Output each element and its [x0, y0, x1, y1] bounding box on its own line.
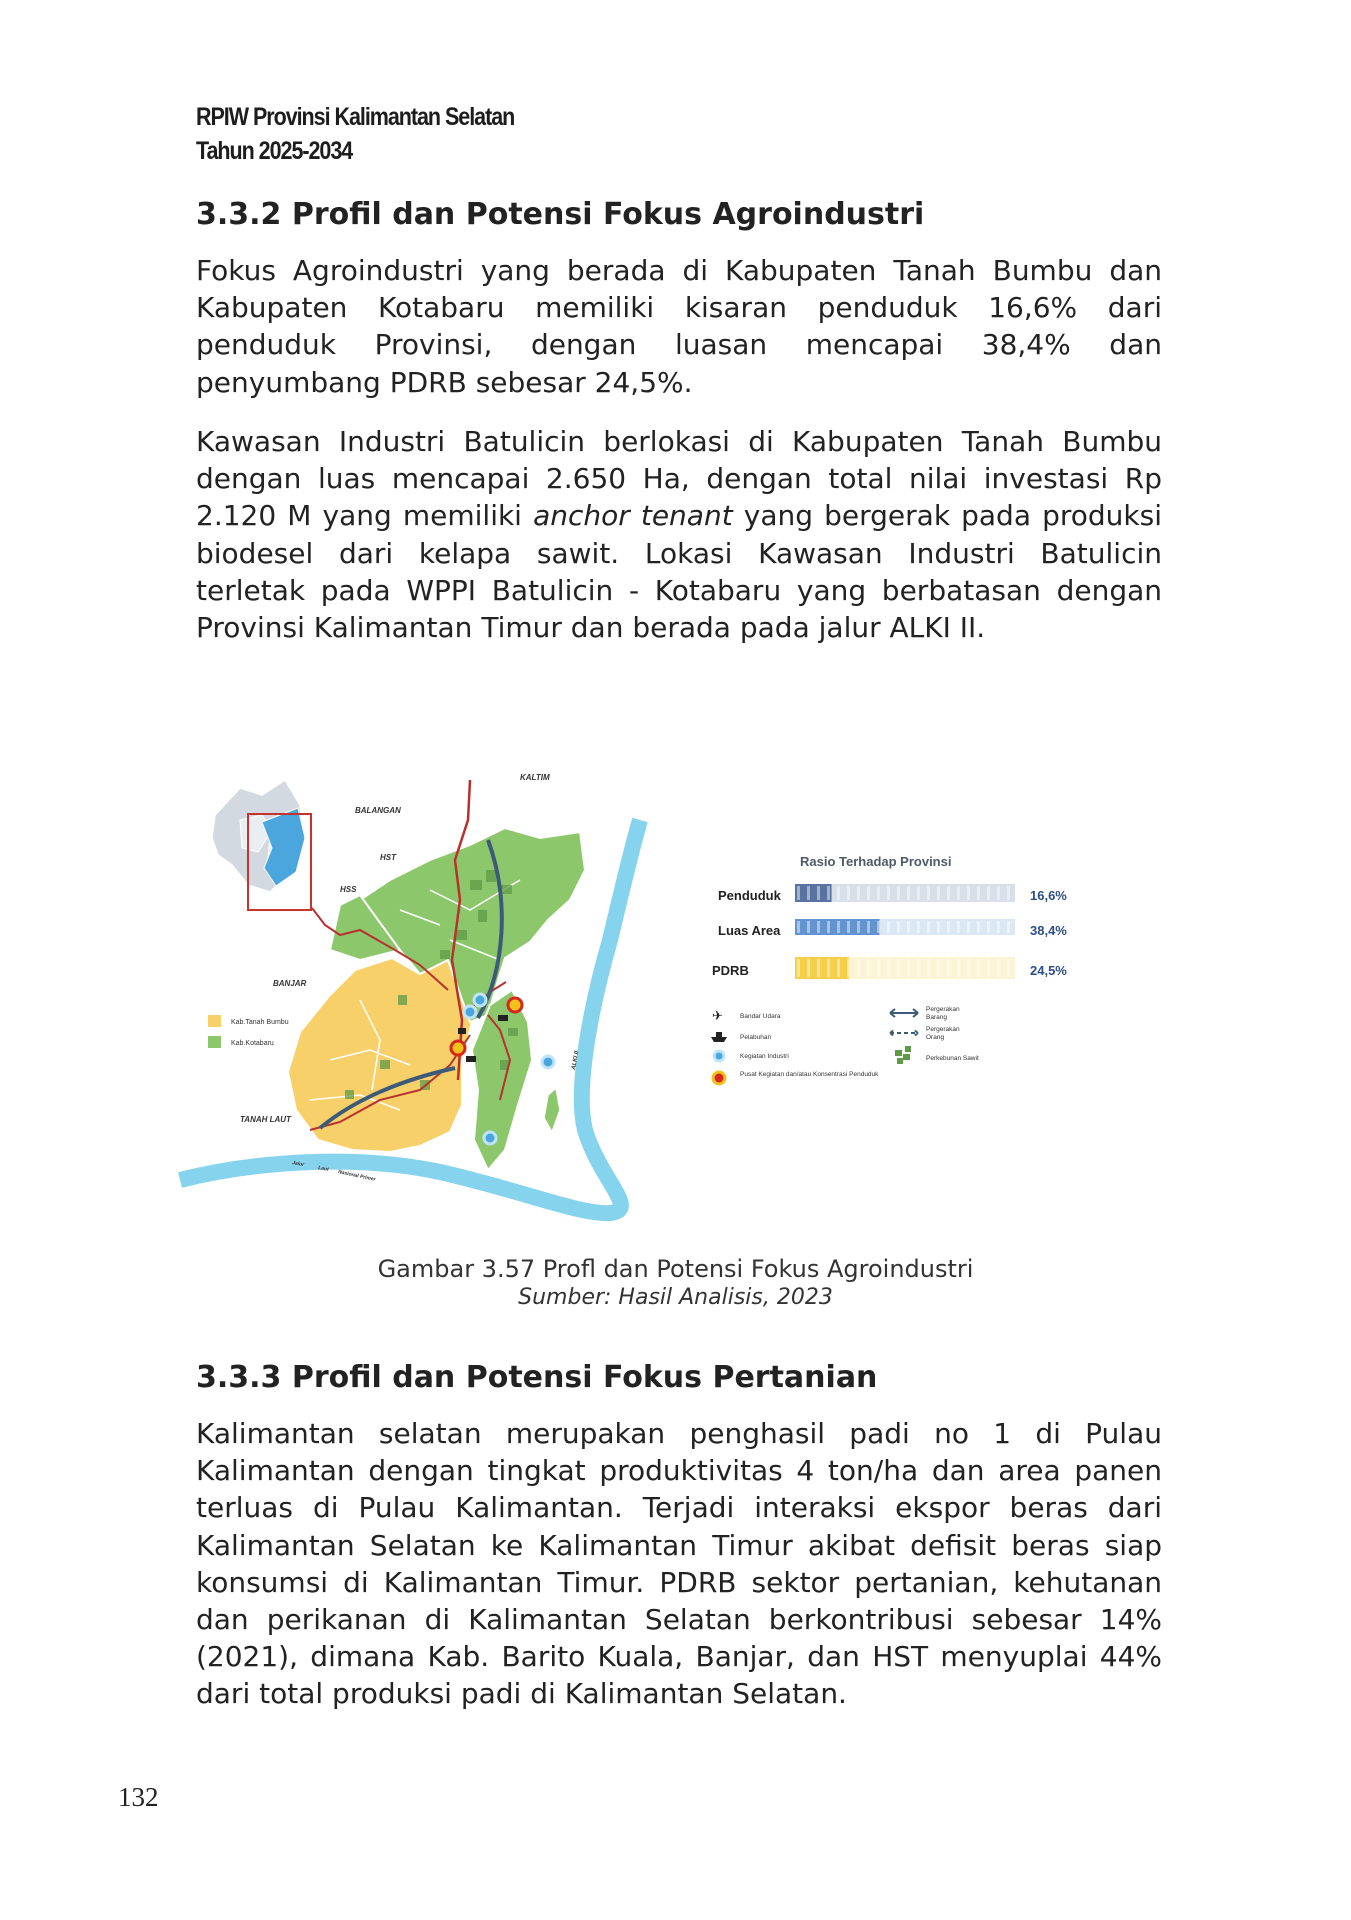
legend-label-tanah-bumbu: Kab.Tanah Bumbu	[231, 1019, 289, 1026]
ratio-bar-pattern	[827, 921, 830, 933]
section-heading-pertanian: 3.3.3 Profil dan Potensi Fokus Pertanian	[196, 1360, 878, 1395]
ratio-bar-pattern	[877, 959, 880, 977]
ratio-bar-pattern	[927, 959, 930, 977]
ratio-bar-pattern	[977, 921, 980, 933]
ratio-bar-pattern	[877, 921, 880, 933]
symbol-legend	[711, 1006, 986, 1093]
legend-label-pergerakan-barang-wrap	[926, 1006, 986, 1024]
ratio-bar-pattern	[967, 921, 970, 933]
map-label-hss: HSS	[340, 885, 357, 894]
ratio-bar-pattern	[967, 886, 970, 900]
legend-label-bandar-udara: Bandar Udara	[740, 1013, 781, 1020]
airplane-icon: ✈	[712, 1008, 723, 1023]
paragraph-pertanian: Kalimantan selatan merupakan penghasil padi no 1 di Pulau Kalimantan dengan tingkat produktivitas 4 ton/ha dan area panen terluas di Pulau Kalimantan. Terjadi interaksi ekspor beras dari Kalimantan Selatan ke Kalimantan Timur akibat defisit beras siap konsumsi di Kalimantan Timur. PDRB sektor pertanian, kehutanan dan perikanan di Kalimantan Selatan berkontribusi sebesar 14% (2021), dimana Kab. Barito Kuala, Banjar, dan HST menyuplai 44% dari total produksi padi di Kalimantan Selatan.	[196, 1417, 1162, 1711]
map-label-tanah-laut: TANAH LAUT	[240, 1115, 291, 1124]
running-header-title: RPIW Provinsi Kalimantan Selatan	[196, 103, 515, 131]
ratio-bar-pattern	[977, 886, 980, 900]
ratio-bar-pattern	[797, 886, 800, 900]
province-inset-map	[212, 780, 311, 910]
ratio-bar-pattern	[847, 886, 850, 900]
ratio-bar-pattern	[937, 886, 940, 900]
ratio-bar-pattern	[827, 959, 830, 977]
ratio-bar-pattern	[837, 886, 840, 900]
industry-dot-icon	[714, 1051, 724, 1061]
ratio-bar-pattern	[907, 959, 910, 977]
legend-label-pelabuhan: Pelabuhan	[740, 1034, 772, 1041]
ratio-bar-pattern	[847, 921, 850, 933]
palm-plantation-icon	[895, 1046, 911, 1064]
map-label-sea-laut: Laut	[317, 1165, 330, 1173]
ratio-bar-pattern	[947, 886, 950, 900]
ratio-bar-pattern	[927, 921, 930, 933]
ratio-bar-pattern	[987, 921, 990, 933]
ratio-title: Rasio Terhadap Provinsi	[800, 854, 952, 869]
ratio-bar-pattern	[827, 886, 830, 900]
population-center-icon	[713, 1072, 725, 1084]
ratio-bar-pattern	[1007, 959, 1010, 977]
ratio-bar-pattern	[857, 921, 860, 933]
ratio-bar-pattern	[867, 886, 870, 900]
ratio-bar-pattern	[887, 921, 890, 933]
ratio-bar-pattern	[997, 886, 1000, 900]
legend-swatch-kotabaru	[208, 1036, 221, 1048]
paragraph-text-part: yang bergerak pada produksi biodesel dari kelapa sawit. Lokasi Kawasan Industri Batulicin terletak pada WPPI Batulicin - Kotabaru yang berbatasan dengan Provinsi Kalimantan Timur dan berada pada jalur ALKI II.	[196, 499, 1162, 645]
map-label-hst: HST	[380, 853, 396, 862]
ratio-bar-pattern	[987, 959, 990, 977]
ratio-bar-fill	[795, 957, 849, 979]
map-label-sea-jalur: Jalur	[291, 1160, 305, 1169]
ratio-bar-pattern	[867, 921, 870, 933]
ratio-bar-pattern	[937, 921, 940, 933]
ratio-bar-pattern	[1007, 886, 1010, 900]
ratio-bar-pattern	[807, 921, 810, 933]
ratio-bar-pattern	[997, 959, 1000, 977]
legend-label-pusat-kegiatan-wrap	[740, 1071, 880, 1093]
ratio-bar-pattern	[907, 886, 910, 900]
legend-label-pergerakan-orang-wrap	[926, 1026, 986, 1044]
ratio-bar-pattern	[817, 959, 820, 977]
map-label-sea-route: Nasional Primer	[337, 1169, 377, 1183]
page-number: 132	[118, 1782, 159, 1812]
ratio-bar-pattern	[907, 921, 910, 933]
paragraph-text-part: Kawasan Industri Batulicin berlokasi di Kabupaten Tanah Bumbu dengan luas mencapai 2.650 Ha, dengan total nilai investasi Rp 2.120 M yang memiliki	[196, 425, 1162, 533]
double-arrow-solid-icon	[890, 1009, 918, 1017]
ratio-bar-pattern	[977, 959, 980, 977]
figure-caption: Gambar 3.57 Profl dan Potensi Fokus Agroindustri	[377, 1255, 974, 1283]
legend-label-pusat-kegiatan: Pusat Kegiatan dan/atau Konsentrasi Penduduk	[740, 1071, 879, 1078]
ratio-bar-pattern	[927, 886, 930, 900]
ratio-bar-pattern	[997, 921, 1000, 933]
paragraph-kawasan-industri	[196, 423, 1162, 646]
ratio-bar-pattern	[947, 921, 950, 933]
double-arrow-dashed-icon	[890, 1029, 918, 1037]
ratio-bar-pattern	[837, 959, 840, 977]
ratio-label-luas-area: Luas Area	[718, 923, 781, 938]
ratio-value-luas-area: 38,4%	[1030, 923, 1067, 938]
ratio-bar-pattern	[917, 959, 920, 977]
ratio-bar-pattern	[917, 886, 920, 900]
ratio-bar-pattern	[797, 921, 800, 933]
ratio-bar-pattern	[957, 921, 960, 933]
map-label-balangan: BALANGAN	[355, 806, 401, 815]
ratio-label-penduduk: Penduduk	[718, 888, 781, 903]
ratio-value-pdrb: 24,5%	[1030, 963, 1067, 978]
ratio-bar-pattern	[887, 959, 890, 977]
ratio-bar-pattern	[857, 886, 860, 900]
ratio-value-penduduk: 16,6%	[1030, 888, 1067, 903]
ratio-label-pdrb: PDRB	[712, 963, 749, 978]
ratio-bar-pattern	[857, 959, 860, 977]
anchor-tenant-term: anchor tenant	[533, 499, 733, 533]
map-label-banjar: BANJAR	[273, 979, 307, 988]
ratio-bar-pattern	[807, 886, 810, 900]
ratio-bar-pattern	[897, 886, 900, 900]
legend-label-pergerakan-barang: Pergerakan Barang	[926, 1006, 960, 1021]
ratio-bar-pattern	[897, 959, 900, 977]
ratio-bar-pattern	[817, 921, 820, 933]
figure-source: Sumber: Hasil Analisis, 2023	[518, 1285, 833, 1310]
paragraph-agroindustri-intro: Fokus Agroindustri yang berada di Kabupaten Tanah Bumbu dan Kabupaten Kotabaru memiliki kisaran penduduk 16,6% dari penduduk Provinsi, dengan luasan mencapai 38,4% dan penyumbang PDRB sebesar 24,5%.	[196, 254, 1162, 399]
ratio-bar-pattern	[897, 921, 900, 933]
agroindustri-figure	[0, 760, 1351, 1240]
map-label-kaltim: KALTIM	[520, 773, 550, 782]
ratio-bar-pattern	[1007, 921, 1010, 933]
legend-label-kotabaru: Kab.Kotabaru	[231, 1040, 274, 1047]
ratio-bar-pattern	[817, 886, 820, 900]
ratio-bar-pattern	[847, 959, 850, 977]
legend-swatch-tanah-bumbu	[208, 1015, 221, 1027]
ratio-bar-pattern	[917, 921, 920, 933]
ratio-bar-pattern	[807, 959, 810, 977]
running-header-year: Tahun 2025-2034	[196, 137, 353, 165]
ratio-bar-pattern	[947, 959, 950, 977]
ship-icon	[711, 1032, 727, 1042]
ratio-chart	[712, 884, 1067, 979]
ratio-bar-fill	[795, 884, 832, 902]
ratio-bar-pattern	[987, 886, 990, 900]
map-label-alki: ALKI II	[571, 1050, 581, 1071]
legend-label-kegiatan-industri: Kegiatan Industri	[740, 1053, 789, 1060]
ratio-bar-pattern	[837, 921, 840, 933]
ratio-bar-pattern	[957, 886, 960, 900]
ratio-bar-pattern	[967, 959, 970, 977]
legend-label-pergerakan-orang: Pergerakan Orang	[926, 1026, 960, 1041]
ratio-bar-pattern	[887, 886, 890, 900]
ratio-bar-pattern	[937, 959, 940, 977]
ratio-bar-pattern	[797, 959, 800, 977]
legend-label-perkebunan-sawit: Perkebunan Sawit	[926, 1055, 979, 1062]
ratio-bar-pattern	[877, 886, 880, 900]
region-legend	[208, 1015, 289, 1048]
ratio-bar-pattern	[867, 959, 870, 977]
ratio-bar-pattern	[957, 959, 960, 977]
section-heading-agroindustri: 3.3.2 Profil dan Potensi Fokus Agroindustri	[196, 197, 925, 232]
